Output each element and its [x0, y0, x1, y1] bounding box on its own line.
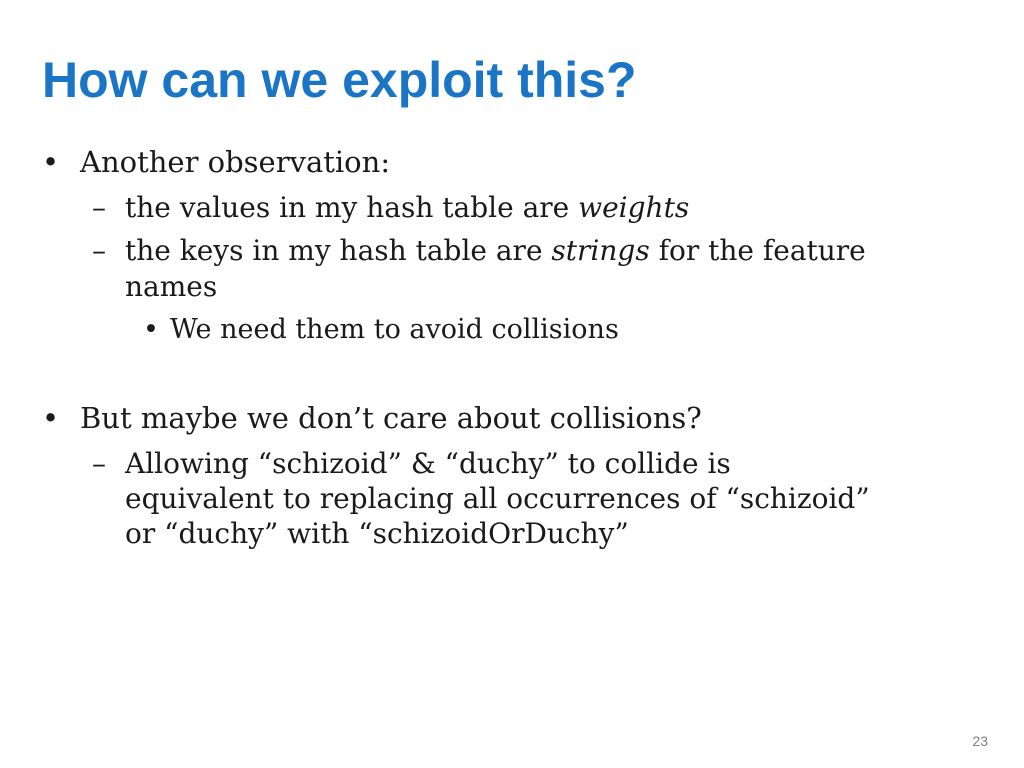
- sub-sub-bullet-avoid-collisions: We need them to avoid collisions: [170, 314, 619, 345]
- dash-marker: –: [92, 234, 106, 267]
- sub-bullet-text: the keys in my hash table are: [125, 234, 552, 267]
- sub-bullet-keys-strings: [125, 233, 866, 268]
- page-number: 23: [972, 733, 988, 749]
- sub-bullet-allowing-line3: or “duchy” with “schizoidOrDuchy”: [125, 517, 629, 550]
- sub-bullet-text: the values in my hash table are: [125, 191, 579, 224]
- emphasis-weights: weights: [578, 191, 690, 224]
- bullet-marker: •: [143, 314, 159, 345]
- bullet-marker: •: [42, 145, 60, 179]
- dash-marker: –: [92, 447, 106, 480]
- sub-bullet-allowing-line1: Allowing “schizoid” & “duchy” to collide is: [125, 447, 731, 480]
- sub-bullet-allowing-line2: equivalent to replacing all occurrences of “schizoid”: [125, 482, 870, 515]
- sub-bullet-text-tail: for the feature: [649, 234, 866, 267]
- sub-bullet-continuation: names: [125, 270, 218, 303]
- slide-title: How can we exploit this?: [42, 52, 637, 108]
- emphasis-strings: strings: [551, 234, 650, 267]
- bullet-marker: •: [42, 401, 60, 435]
- bullet-another-observation: Another observation:: [80, 145, 391, 179]
- sub-bullet-values-weights: [125, 190, 689, 225]
- bullet-dont-care-collisions: But maybe we don’t care about collisions?: [80, 401, 702, 435]
- dash-marker: –: [92, 191, 106, 224]
